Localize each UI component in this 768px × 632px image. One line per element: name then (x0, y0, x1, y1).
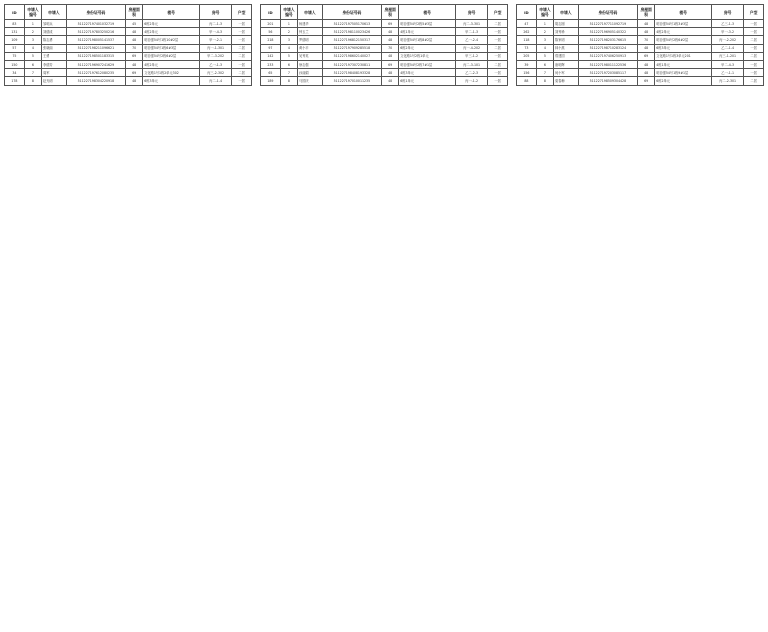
cell-type: 二居 (232, 52, 252, 60)
table-body-1 (5, 20, 252, 86)
cell-id: 75 (5, 52, 25, 60)
cell-type: 一居 (488, 69, 508, 77)
cell-room: 甲一-3-2 (712, 28, 744, 36)
cell-applicant-no: 4 (280, 44, 297, 52)
table-row (517, 44, 764, 52)
cell-id-number: 511227198710283124 (578, 44, 637, 52)
header-id: ID (517, 5, 537, 20)
cell-building: 4栋1单元 (655, 60, 712, 68)
cell-applicant-no: 7 (536, 69, 553, 77)
cell-id-number: 511227198110023426 (322, 28, 381, 36)
cell-room: 丙三-1-201 (712, 52, 744, 60)
cell-id-number: 511227197010011235 (322, 77, 381, 85)
cell-area: 69 (126, 69, 143, 77)
cell-id-number: 511227197612080235 (66, 69, 125, 77)
cell-room: 丙二-1-3 (200, 20, 232, 28)
header-applicant-no: 申请人编号 (280, 5, 297, 20)
table-row (517, 60, 764, 68)
cell-applicant: 钟玉兰 (298, 28, 323, 36)
cell-building: 6栋3单元 (655, 44, 712, 52)
cell-building: 文化路1号2栋1单元 (399, 52, 456, 60)
cell-type: 一居 (232, 28, 252, 36)
header-area: 房屋面积 (126, 5, 143, 20)
cell-area: 70 (382, 44, 399, 52)
cell-type: 二居 (232, 44, 252, 52)
cell-room: 甲二-3-202 (200, 52, 232, 60)
cell-building: 文化路1号1栋2单元302 (143, 69, 200, 77)
document-column-3 (516, 4, 764, 624)
cell-type: 二居 (488, 44, 508, 52)
cell-building: 4栋2单元 (655, 28, 712, 36)
cell-building: 明自强54号1栋3#3层 (655, 20, 712, 28)
cell-applicant: 刘德成 (42, 28, 67, 36)
cell-id-number: 511227197406250913 (578, 52, 637, 60)
cell-id: 97 (261, 44, 281, 52)
cell-applicant: 林小燕 (554, 44, 579, 52)
cell-type: 一居 (488, 77, 508, 85)
header-id: ID (5, 5, 25, 20)
cell-applicant: 黄小平 (298, 44, 323, 52)
cell-building: 6栋1单元 (399, 77, 456, 85)
header-type: 户型 (744, 5, 764, 20)
cell-id: 39 (517, 60, 537, 68)
cell-building: 4栋1单元 (399, 28, 456, 36)
cell-room: 乙一-2-4 (456, 36, 488, 44)
cell-id-number: 511227197909285518 (322, 44, 381, 52)
cell-id-number: 511227198408193328 (322, 69, 381, 77)
header-building: 楼号 (655, 5, 712, 20)
cell-id: 201 (261, 20, 281, 28)
cell-type: 一居 (488, 52, 508, 60)
cell-id-number: 511227196907241629 (66, 60, 125, 68)
cell-room: 丙一-4-202 (456, 44, 488, 52)
cell-applicant-no: 3 (536, 36, 553, 44)
cell-area: 48 (382, 69, 399, 77)
cell-building: 明自强54号2栋7#1层 (399, 60, 456, 68)
cell-id: 150 (5, 60, 25, 68)
table-row (517, 36, 764, 44)
cell-type: 一居 (488, 36, 508, 44)
cell-area: 48 (382, 77, 399, 85)
cell-applicant-no: 7 (24, 69, 41, 77)
cell-building: 明自强54号2栋6#2层 (143, 52, 200, 60)
cell-id: 142 (261, 52, 281, 60)
cell-id-number: 511227197505170613 (322, 20, 381, 28)
table-row (5, 69, 252, 77)
cell-area: 48 (638, 44, 655, 52)
cell-building: 明自强54号1栋6#3层 (143, 44, 200, 52)
cell-applicant-no: 6 (24, 60, 41, 68)
cell-id-number: 511227197307230811 (322, 60, 381, 68)
cell-building: 明自强54号1栋8#2层 (399, 36, 456, 44)
table-header-row (517, 5, 764, 20)
table-row (517, 77, 764, 85)
cell-applicant: 王勇 (42, 52, 67, 60)
cell-building: 4栋3单元 (399, 69, 456, 77)
header-type: 户型 (232, 5, 252, 20)
cell-type: 二居 (488, 60, 508, 68)
cell-room: 乙一-1-1 (712, 69, 744, 77)
cell-area: 48 (382, 28, 399, 36)
cell-room: 甲三-1-2 (456, 52, 488, 60)
cell-type: 二居 (488, 20, 508, 28)
cell-applicant-no: 5 (536, 52, 553, 60)
cell-id: 156 (517, 69, 537, 77)
cell-type: 一居 (744, 60, 764, 68)
cell-area: 48 (638, 60, 655, 68)
cell-room: 甲一-2-1 (200, 36, 232, 44)
cell-area: 69 (382, 20, 399, 28)
cell-type: 一居 (232, 60, 252, 68)
header-type: 户型 (488, 5, 508, 20)
cell-applicant-no: 1 (24, 20, 41, 28)
cell-id: 56 (261, 28, 281, 36)
cell-applicant: 陈志勇 (42, 36, 67, 44)
cell-applicant: 马国庆 (298, 77, 323, 85)
table-header-row (5, 5, 252, 20)
cell-type: 二居 (232, 69, 252, 77)
cell-building: 明自强54号1栋10#2层 (143, 36, 200, 44)
cell-applicant: 李德芳 (42, 60, 67, 68)
header-applicant: 申请人 (554, 5, 579, 20)
cell-id: 73 (517, 44, 537, 52)
cell-area: 48 (382, 52, 399, 60)
cell-building: 明自强54号2栋5#3层 (399, 20, 456, 28)
cell-room: 丙二-1-4 (200, 77, 232, 85)
header-applicant: 申请人 (42, 5, 67, 20)
table-row (261, 69, 508, 77)
cell-id: 83 (5, 20, 25, 28)
cell-building: 4栋2单元 (143, 60, 200, 68)
table-row (517, 52, 764, 60)
cell-applicant-no: 8 (24, 77, 41, 85)
cell-applicant-no: 7 (280, 69, 297, 77)
table-row (261, 44, 508, 52)
cell-id-number: 511227197401032719 (66, 20, 125, 28)
cell-id: 205 (517, 52, 537, 60)
table-row (5, 36, 252, 44)
cell-id: 189 (261, 77, 281, 85)
cell-applicant-no: 2 (280, 28, 297, 36)
cell-id-number: 511227197203085117 (578, 69, 637, 77)
table-body-3 (517, 20, 764, 86)
cell-type: 一居 (232, 77, 252, 85)
header-building: 楼号 (143, 5, 200, 20)
table-header-row (261, 5, 508, 20)
cell-id: 109 (5, 36, 25, 44)
table-3 (516, 4, 764, 86)
cell-room: 丙二-3-101 (456, 60, 488, 68)
cell-applicant: 周军 (42, 69, 67, 77)
cell-id: 65 (261, 69, 281, 77)
table-row (517, 69, 764, 77)
header-room: 房号 (456, 5, 488, 20)
cell-building: 文化路1号1栋3单元201 (655, 52, 712, 60)
cell-applicant: 吴秀英 (298, 52, 323, 60)
cell-room: 丙一-1-2 (456, 77, 488, 85)
table-row (5, 60, 252, 68)
cell-room: 乙三-1-3 (712, 20, 744, 28)
cell-room: 丙二-3-301 (456, 20, 488, 28)
cell-area: 69 (638, 77, 655, 85)
table-row (261, 36, 508, 44)
table-row (5, 20, 252, 28)
table-row (261, 60, 508, 68)
cell-room: 丙一-2-202 (712, 36, 744, 44)
cell-applicant: 唐明辉 (554, 60, 579, 68)
cell-applicant-no: 6 (536, 60, 553, 68)
table-row (261, 20, 508, 28)
cell-id: 118 (517, 36, 537, 44)
cell-building: 6栋2单元 (143, 20, 200, 28)
cell-applicant: 罗德明 (298, 36, 323, 44)
cell-id-number: 511227198509304428 (578, 77, 637, 85)
cell-area: 48 (126, 36, 143, 44)
header-applicant: 申请人 (298, 5, 323, 20)
cell-id-number: 511227198005141537 (66, 36, 125, 44)
cell-applicant: 何小军 (554, 69, 579, 77)
cell-id-number: 511227197803250216 (66, 28, 125, 36)
cell-id-number: 511227198501183315 (66, 52, 125, 60)
header-id: ID (261, 5, 281, 20)
cell-type: 二居 (744, 36, 764, 44)
cell-id: 88 (517, 77, 537, 85)
cell-id: 131 (5, 28, 25, 36)
cell-area: 48 (638, 20, 655, 28)
cell-applicant-no: 4 (24, 44, 41, 52)
cell-type: 一居 (488, 28, 508, 36)
cell-room: 乙一-1-3 (200, 60, 232, 68)
cell-building: 6栋2单元 (399, 44, 456, 52)
cell-id: 47 (517, 20, 537, 28)
cell-applicant-no: 6 (280, 60, 297, 68)
table-2 (260, 4, 508, 86)
cell-room: 乙二-2-3 (456, 69, 488, 77)
cell-type: 一居 (232, 20, 252, 28)
cell-applicant-no: 1 (280, 20, 297, 28)
cell-id-number: 511227198011122536 (578, 60, 637, 68)
cell-area: 48 (638, 28, 655, 36)
cell-applicant: 赵光明 (42, 77, 67, 85)
cell-type: 二居 (744, 77, 764, 85)
cell-applicant-no: 8 (280, 77, 297, 85)
table-row (5, 28, 252, 36)
header-applicant-no: 申请人编号 (24, 5, 41, 20)
cell-id-number: 511227197711092719 (578, 20, 637, 28)
cell-type: 二居 (744, 52, 764, 60)
header-room: 房号 (712, 5, 744, 20)
header-id-number: 身份证号码 (322, 5, 381, 20)
cell-applicant-no: 4 (536, 44, 553, 52)
cell-area: 48 (638, 69, 655, 77)
cell-area: 48 (382, 36, 399, 44)
cell-applicant: 孙丽娟 (298, 69, 323, 77)
header-id-number: 身份证号码 (578, 5, 637, 20)
cell-applicant-no: 5 (24, 52, 41, 60)
cell-id-number: 511227198304220918 (66, 77, 125, 85)
cell-id: 233 (261, 60, 281, 68)
header-building: 楼号 (399, 5, 456, 20)
cell-applicant: 陈家明 (554, 36, 579, 44)
cell-id: 178 (5, 77, 25, 85)
table-row (5, 44, 252, 52)
cell-applicant-no: 3 (280, 36, 297, 44)
header-area: 房屋面积 (638, 5, 655, 20)
cell-applicant: 胡志刚 (554, 20, 579, 28)
cell-area: 48 (126, 77, 143, 85)
cell-area: 48 (126, 28, 143, 36)
document-column-2 (260, 4, 508, 624)
cell-building: 明自强54号1栋9#1层 (655, 69, 712, 77)
cell-id: 34 (5, 69, 25, 77)
header-area: 房屋面积 (382, 5, 399, 20)
cell-building: 6栋2单元 (655, 77, 712, 85)
cell-area: 69 (638, 52, 655, 60)
cell-applicant-no: 1 (536, 20, 553, 28)
cell-building: 6栋3单元 (143, 77, 200, 85)
cell-id: 57 (5, 44, 25, 52)
cell-applicant: 张晓丽 (42, 44, 67, 52)
cell-applicant: 邹明兵 (42, 20, 67, 28)
cell-id-number: 511227196812150317 (322, 36, 381, 44)
table-row (517, 20, 764, 28)
document-column-1 (4, 4, 252, 624)
table-row (517, 28, 764, 36)
cell-applicant-no: 8 (536, 77, 553, 85)
table-row (261, 28, 508, 36)
table-body-2 (261, 20, 508, 86)
table-1 (4, 4, 252, 86)
cell-room: 丙一-1-301 (200, 44, 232, 52)
header-applicant-no: 申请人编号 (536, 5, 553, 20)
cell-type: 一居 (744, 69, 764, 77)
table-row (5, 52, 252, 60)
cell-building: 4栋2单元 (143, 28, 200, 36)
cell-room: 甲二-1-3 (456, 28, 488, 36)
table-row (261, 77, 508, 85)
cell-applicant-no: 2 (24, 28, 41, 36)
cell-type: 一居 (232, 36, 252, 44)
cell-type: 一居 (744, 28, 764, 36)
cell-room: 乙二-1-4 (712, 44, 744, 52)
cell-id-number: 511227198602140027 (322, 52, 381, 60)
cell-id-number: 511227198211096621 (66, 44, 125, 52)
cell-area: 69 (382, 60, 399, 68)
cell-applicant: 杨建华 (298, 20, 323, 28)
cell-room: 甲二-4-3 (712, 60, 744, 68)
cell-area: 69 (126, 52, 143, 60)
cell-applicant-no: 2 (536, 28, 553, 36)
cell-id-number: 511227196905140322 (578, 28, 637, 36)
cell-room: 甲一-4-3 (200, 28, 232, 36)
cell-room: 丙二-2-301 (712, 77, 744, 85)
table-row (261, 52, 508, 60)
cell-applicant: 郑建国 (554, 52, 579, 60)
cell-id-number: 511227198203176615 (578, 36, 637, 44)
cell-area: 45 (126, 20, 143, 28)
cell-id: 218 (261, 36, 281, 44)
header-room: 房号 (200, 5, 232, 20)
cell-area: 48 (126, 60, 143, 68)
cell-area: 70 (126, 44, 143, 52)
cell-applicant-no: 5 (280, 52, 297, 60)
cell-applicant: 徐志强 (298, 60, 323, 68)
cell-room: 丙三-2-302 (200, 69, 232, 77)
cell-area: 70 (638, 36, 655, 44)
header-id-number: 身份证号码 (66, 5, 125, 20)
cell-building: 明自强54号2栋6#2层 (655, 36, 712, 44)
cell-type: 一居 (744, 44, 764, 52)
cell-applicant: 梁春梅 (554, 77, 579, 85)
cell-applicant: 刘秀珍 (554, 28, 579, 36)
cell-id: 262 (517, 28, 537, 36)
cell-applicant-no: 3 (24, 36, 41, 44)
cell-type: 一居 (744, 20, 764, 28)
table-row (5, 77, 252, 85)
